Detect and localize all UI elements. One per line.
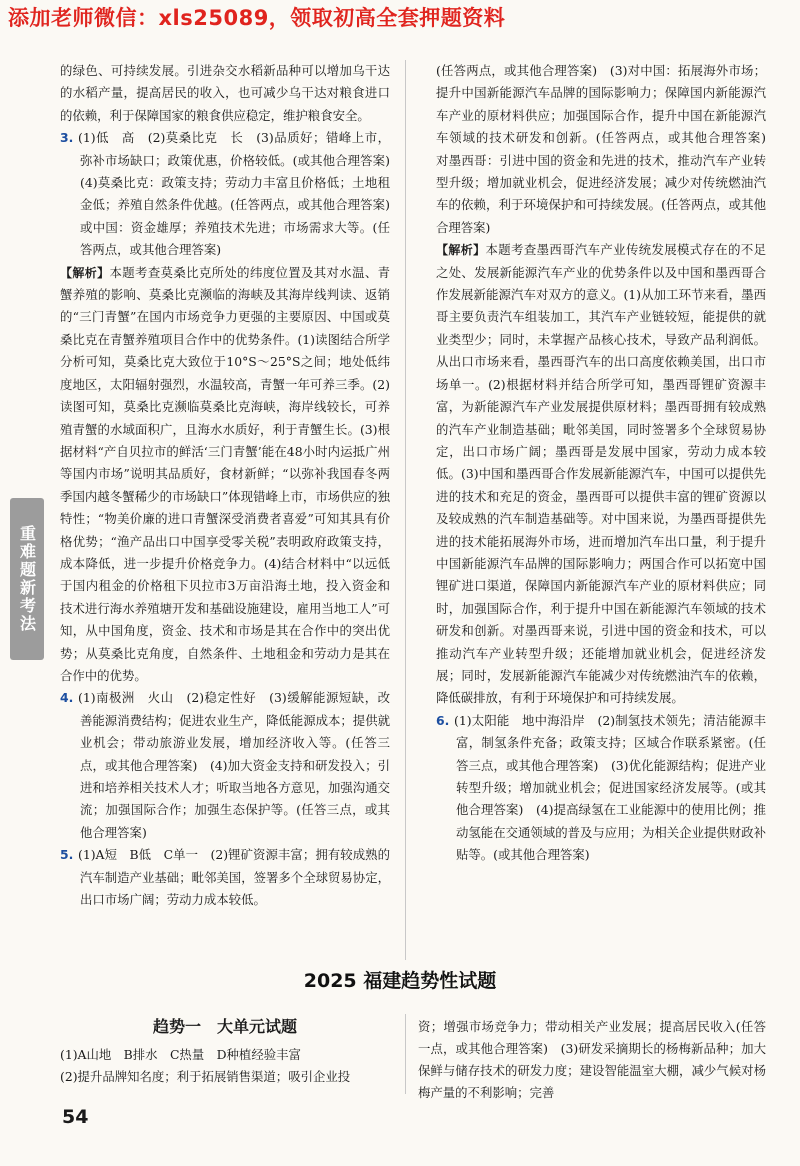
bottom-right-text: 资；增强市场竞争力；带动相关产业发展；提高居民收入(任答一点，或其他合理答案) (3)研发采摘期长的杨梅新品种；加大保鲜与储存技术的研发力度；建设智能温室大棚，减少气候对杨梅产量的不利影响；完善 (418, 1019, 766, 1100)
question-number: 6. (436, 712, 450, 728)
question-4-answer (60, 687, 390, 844)
answer-text: (1)太阳能 地中海沿岸 (2)制氢技术领先；清洁能源丰富，制氢条件充备；政策支持；区域合作联系紧密。(任答三点，或其他合理答案) (3)优化能源结构；促进产业转型升级；增加就业机会；促进国家经济发展等。(或其他合理答案) (4)提高绿氢在工业能源中的使用比例；推动氢能在交通领域的普及与应用；为相关企业提供财政补贴等。(或其他合理答案) (454, 712, 766, 863)
bottom-column-divider (405, 1014, 406, 1094)
intro-paragraph: 的绿色、可持续发展。引进杂交水稻新品种可以增加乌干达的水稻产量，提高居民的收入，也可减少乌干达对粮食进口的依赖，利于保障国家的粮食供应稳定，维护粮食安全。 (60, 63, 390, 123)
side-tab-label: 重难题新考法 (17, 525, 37, 633)
page-number: 54 (62, 1106, 89, 1128)
question-5-answer (60, 844, 390, 911)
question-5-answer-continued: (任答两点，或其他合理答案) (3)对中国：拓展海外市场；提升中国新能源汽车品牌的国际影响力；保障国内新能源汽车产业的原材料供应；加强国际合作，提升中国在新能源汽车领域的技术研发和创新。(任答两点，或其他合理答案) 对墨西哥：引进中国的资金和先进的技术，推动汽车产业转型升级；增加就业机会，促进经济发展；减少对传统燃油汽车的依赖，利于环境保护和可持续发展。(任答两点，或其他合理答案) (436, 63, 779, 235)
left-column (60, 60, 403, 911)
analysis-tag: 【解析】 (436, 243, 486, 258)
question-number: 5. (60, 847, 74, 863)
answer-line: (1)A山地 B排水 C热量 D种植经验丰富 (60, 1047, 301, 1062)
right-column (436, 60, 779, 867)
question-3-answer (60, 127, 403, 261)
question-5-analysis (436, 239, 766, 710)
question-number: 3. (60, 130, 74, 146)
question-6-answer (436, 710, 766, 867)
answer-line: (2)提升品牌知名度；利于拓展销售渠道；吸引企业投 (60, 1069, 351, 1084)
answer-text: (1)低 高 (2)莫桑比克 长 (3)品质好；错峰上市，弥补市场缺口；政策优惠，价格较低。(或其他合理答案) (4)莫桑比克：政策支持；劳动力丰富且价格低；土地租金低；养殖自然条件优越。(任答两点，或其他合理答案) 或中国：资金雄厚；养殖技术先进；市场需求大等。(任答两点，或其他合理答案) (78, 130, 403, 258)
answer-text: (1)南极洲 火山 (2)稳定性好 (3)缓解能源短缺，改善能源消费结构；促进农业生产，降低能源成本；提供就业机会；带动旅游业发展，增加经济收入等。(任答三点，或其他合理答案) (4)加大资金支持和研发投入；引进和培养相关技术人才；听取当地各方意见，加强沟通交流；加强国际合作；加强生态保护等。(任答三点，或其他合理答案) (78, 690, 390, 840)
bottom-left-text (60, 1044, 390, 1088)
promo-banner: 添加老师微信：xls25089，领取初高全套押题资料 (8, 6, 506, 30)
analysis-tag: 【解析】 (60, 265, 110, 280)
analysis-text: 本题考查墨西哥汽车产业传统发展模式存在的不足之处、发展新能源汽车产业的优势条件以及中国和墨西哥合作发展新能源汽车对双方的意义。(1)从加工环节来看，墨西哥主要负责汽车组装加工，其汽车产业链较短，能提供的就业类型少；同时，未掌握产品核心技术，导致产品利润低。从出口市场来看，墨西哥汽车的出口高度依赖美国，出口市场单一。(2)根据材料并结合所学可知，墨西哥锂矿资源丰富，为新能源汽车产业发展提供原材料；墨西哥拥有较成熟的汽车产业制造基础；毗邻美国，同时签署多个全球贸易协定，出口市场广阔；墨西哥是发展中国家，劳动力成本较低。(3)中国和墨西哥合作发展新能源汽车，中国可以提供先进的技术和充足的资金，墨西哥可以提供丰富的锂矿资源以及较成熟的汽车制造基础等。对中国来说，为墨西哥提供先进的技术能拓展海外市场，进而增加汽车出口量，利于提升中国新能源汽车品牌的国际影响力；两国合作可以拓宽中国锂矿进口渠道，保障国内新能源汽车产业的原材料供应；同时，加强国际合作，利于提升中国在新能源汽车领域的技术研发和创新。对墨西哥来说，引进中国的资金和技术，可以推动汽车产业转型升级；还能增加就业机会，促进经济发展；同时，发展新能源汽车能减少对传统燃油汽车的依赖，降低碳排放，有利于环境保护和可持续发展。 (436, 242, 766, 706)
answer-text: (1)A短 B低 C单一 (2)锂矿资源丰富；拥有较成熟的汽车制造产业基础；毗邻美国，签署多个全球贸易协定，出口市场广阔；劳动力成本较低。 (78, 847, 390, 908)
analysis-text: 本题考查莫桑比克所处的纬度位置及其对水温、青蟹养殖的影响、莫桑比克濒临的海峡及其海岸线判读、返销的“三门青蟹”在国内市场竞争力更强的主要原因、中国或莫桑比克在青蟹养殖项目合作中的优势条件。(1)读图结合所学分析可知，莫桑比克大致位于10°S～25°S之间；地处低纬度地区，太阳辐射强烈，水温较高，青蟹一年可养三季。(2)读图可知，莫桑比克濒临莫桑比克海峡，海岸线较长，可养殖青蟹的水域面积广，且海水水质好，利于青蟹生长。(3)根据材料“产自贝拉市的鲜活‘三门青蟹’能在48小时内运抵广州等国内市场”说明其品质好，食材新鲜；“以弥补我国春冬两季国内越冬蟹稀少的市场缺口”体现错峰上市，市场供应的独特性；“物美价廉的进口青蟹深受消费者喜爱”可知其具有价格优势；“渔产品出口中国享受零关税”表明政府政策支持，成本降低，进一步提升价格竞争力。(4)结合材料中“以远低于国内租金的价格租下贝拉市3万亩沿海土地，投入资金和技术进行海水养殖塘开发和基础设施建设，雇用当地工人”可知，从中国角度，资金、技术和市场是其在合作中的突出优势；从莫桑比克角度，自然条件、土地租金和劳动力是其在合作中的优势。 (60, 264, 390, 683)
question-number: 4. (60, 690, 74, 706)
column-divider (405, 60, 406, 960)
question-3-analysis (60, 262, 390, 688)
section-subtitle: 趋势一 大单元试题 (152, 1017, 297, 1036)
section-title: 2025 福建趋势性试题 (303, 970, 497, 992)
side-section-tab (10, 498, 44, 660)
